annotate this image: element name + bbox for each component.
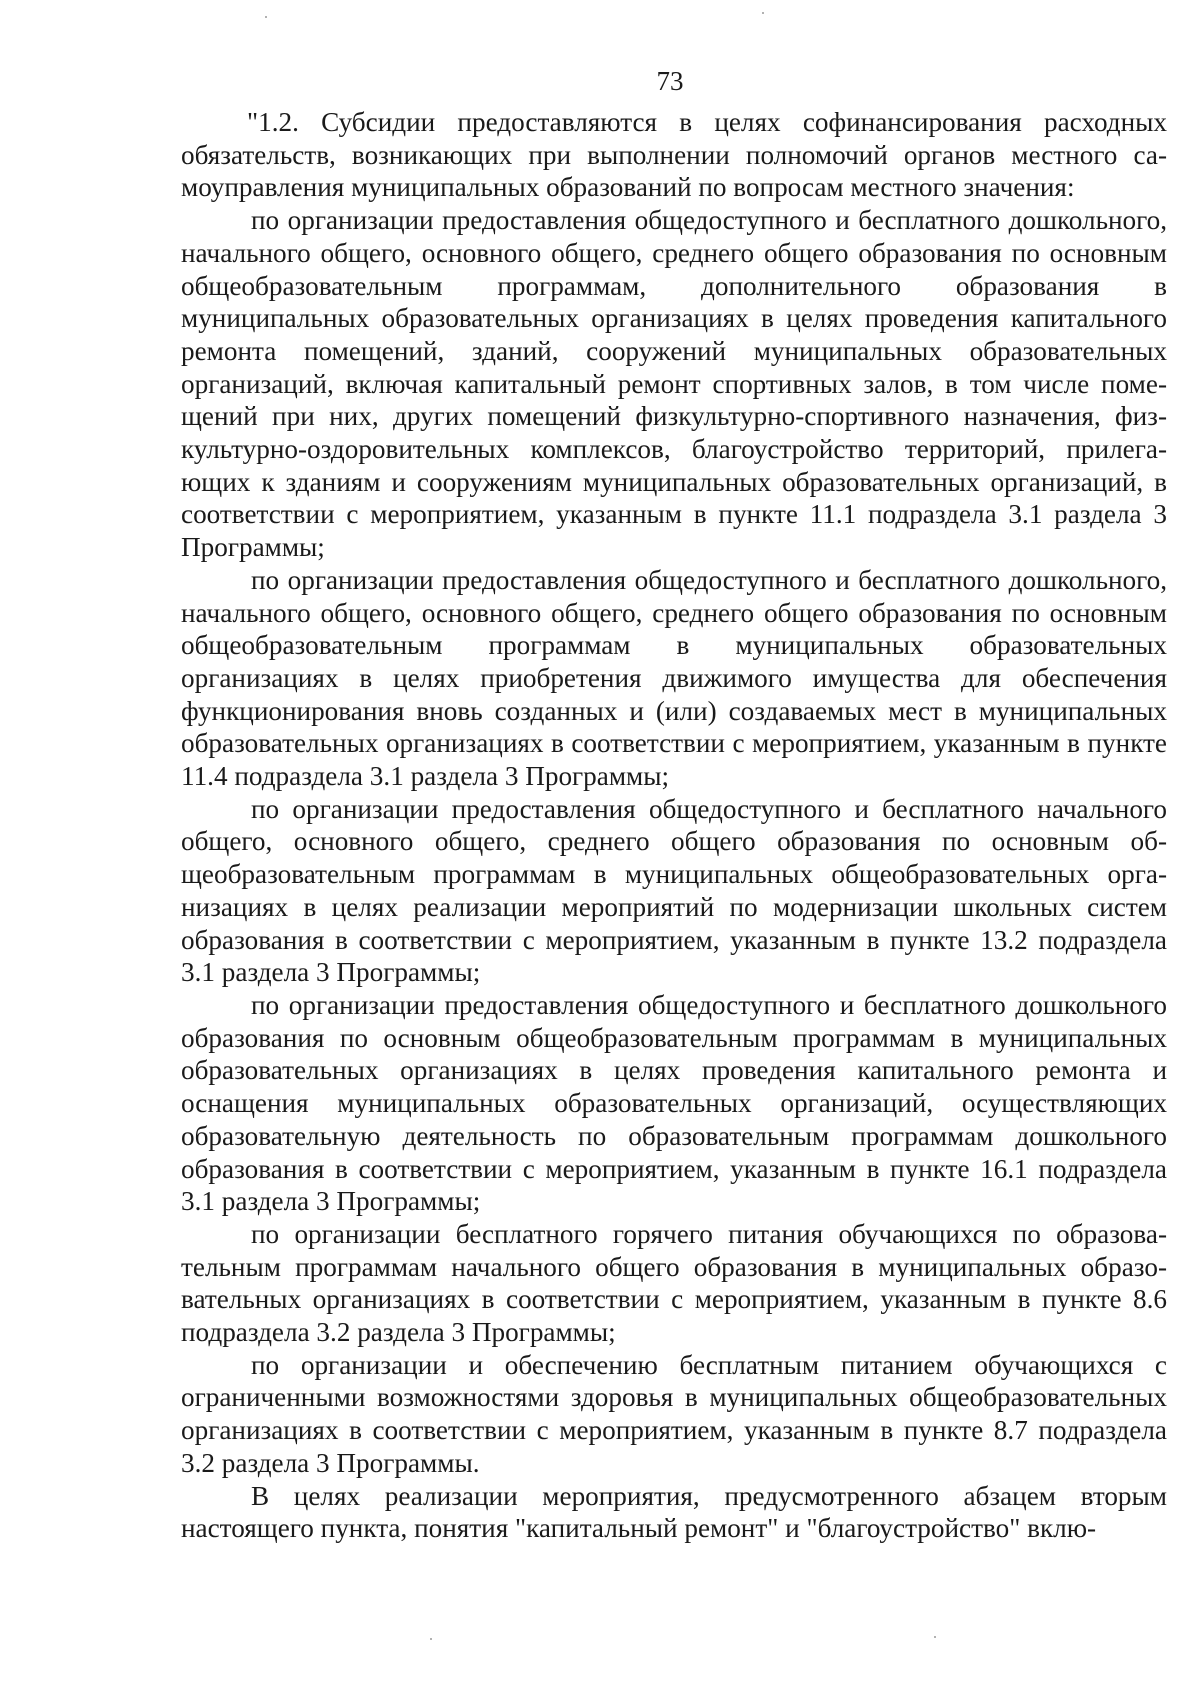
page-number: 73 xyxy=(656,66,684,96)
document-body xyxy=(181,106,1167,1545)
paragraph-movable-property: по организации предоставления общедоступного и бесплатного дошкольного, начального общего, основного общего, среднего общего образования по основным общеобразовательным программам в муниципальных образовательных организациях в целях приобретения движимого имущества для обеспечения функционирования вновь созданных и (или) создаваемых мест в муниципальных образовательных организациях в соответствии с мероприятием, указанным в пункте 11.4 подраздела 3.1 раздела 3 Программы; xyxy=(181,564,1167,792)
paragraph-hot-meals: по организации бесплатного горячего питания обучающихся по образовательным программам начального общего образования в муниципальных образовательных организациях в соответствии с мероприятием, указанным в пункте 8.6 подраздела 3.2 раздела 3 Программы; xyxy=(181,1218,1167,1348)
paragraph-school-modernization: по организации предоставления общедоступного и бесплатного начального общего, основного общего, среднего общего образования по основным общеобразовательным программам в муниципальных общеобразовательных организациях в целях реализации мероприятий по модернизации школьных систем образования в соответствии с мероприятием, указанным в пункте 13.2 подраздела 3.1 раздела 3 Программы; xyxy=(181,793,1167,988)
scan-speck xyxy=(762,12,764,14)
scan-speck xyxy=(265,16,267,18)
scan-speck xyxy=(430,1638,432,1640)
paragraph-definitions: В целях реализации мероприятия, предусмотренного абзацем вторым настоящего пункта, понятия "капитальный ремонт" и "благоустройство" вклю- xyxy=(181,1480,1167,1544)
paragraph-intro: "1.2. Субсидии предоставляются в целях софинансирования расходных обязательств, возникающих при выполнении полномочий органов местного самоуправления муниципальных образований по вопросам местного значения: xyxy=(181,107,1167,203)
paragraph-preschool-repair: по организации предоставления общедоступного и бесплатного дошкольного образования по основным общеобразовательным программам в муниципальных образовательных организациях в целях проведения капитального ремонта и оснащения муниципальных образовательных организаций, осуществляющих образовательную деятельность по образовательным программам дошкольного образования в соответствии с мероприятием, указанным в пункте 16.1 подраздела 3.1 раздела 3 Программы; xyxy=(181,989,1167,1217)
paragraph-capital-repair: по организации предоставления общедоступного и бесплатного дошкольного, начального общего, основного общего, среднего общего образования по основным общеобразовательным программам, дополнительного образования в муниципальных образовательных организациях в целях проведения капитального ремонта помещений, зданий, сооружений муниципальных образовательных организаций, включая капитальный ремонт спортивных залов, в том числе помещений при них, других помещений физкультурно-спортивного назначения, физкультурно-оздоровительных комплексов, благоустройство территорий, прилегающих к зданиям и сооружениям муниципальных образовательных организаций, в соответствии с мероприятием, указанным в пункте 11.1 подраздела 3.1 раздела 3 Программы; xyxy=(181,205,1167,563)
paragraph-free-meals-disabilities: по организации и обеспечению бесплатным питанием обучающихся с ограниченными возможностями здоровья в муниципальных общеобразовательных организациях в соответствии с мероприятием, указанным в пункте 8.7 подраздела 3.2 раздела 3 Программы. xyxy=(181,1349,1167,1478)
scan-speck xyxy=(934,1636,936,1638)
